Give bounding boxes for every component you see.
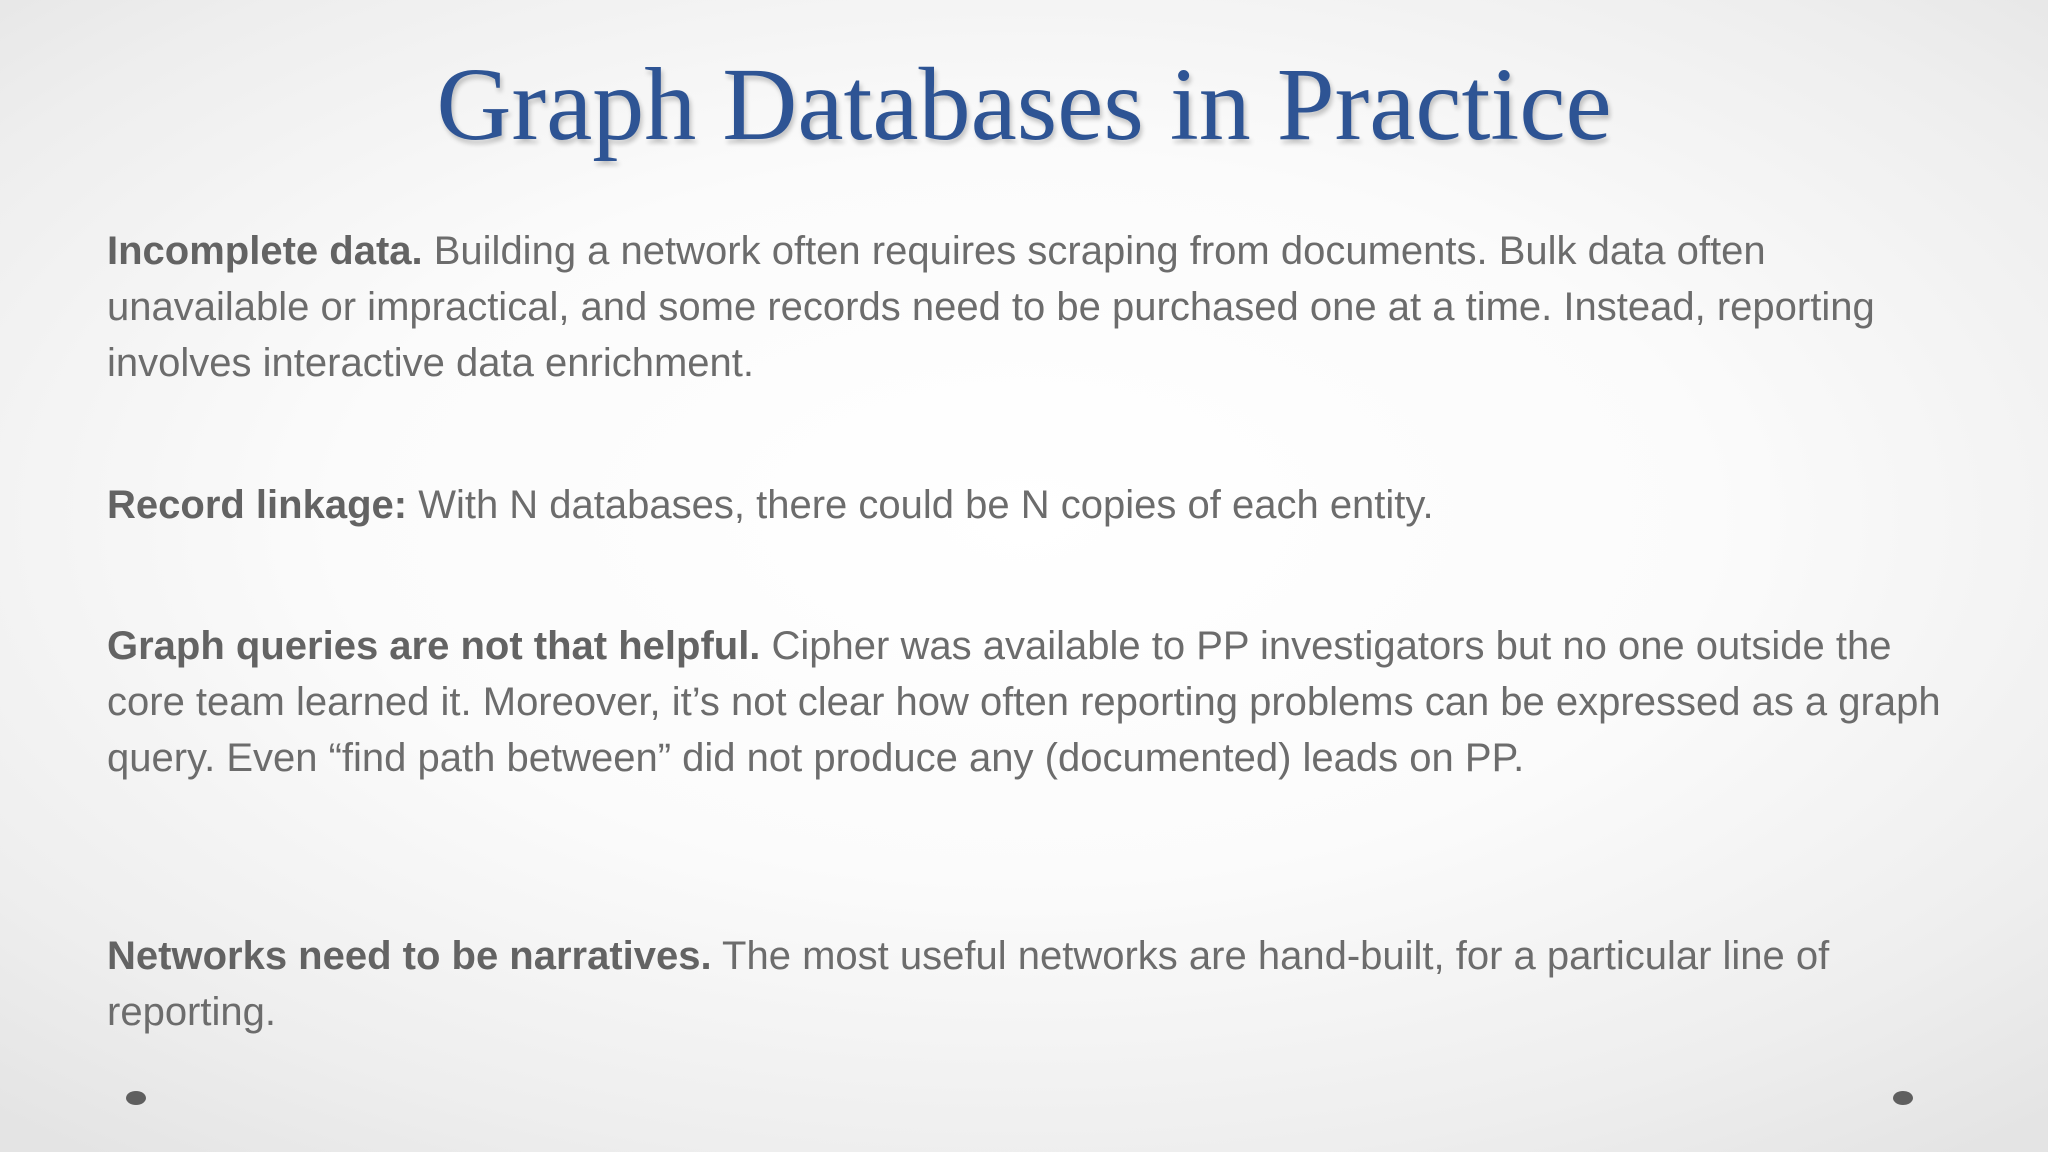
paragraph-networks-narratives bbox=[107, 928, 1967, 1040]
slide-title: Graph Databases in Practice bbox=[436, 47, 1612, 162]
paragraph-graph-queries bbox=[107, 618, 1967, 786]
paragraph-incomplete-data bbox=[107, 223, 1967, 391]
left-dot-icon bbox=[126, 1091, 146, 1105]
paragraph-lead: Incomplete data. bbox=[107, 229, 423, 273]
right-dot-icon bbox=[1893, 1091, 1913, 1105]
paragraph-text: With N databases, there could be N copies of each entity. bbox=[407, 483, 1434, 527]
paragraph-record-linkage bbox=[107, 477, 1967, 533]
paragraph-lead: Record linkage: bbox=[107, 483, 408, 527]
paragraph-text: The most useful networks are hand-built, for a particular line of reporting. bbox=[107, 934, 1830, 1034]
paragraph-lead: Networks need to be narratives. bbox=[107, 934, 712, 978]
paragraph-text: Cipher was available to PP investigators but no one outside the core team learned it. Moreover, it’s not clear how often reporting problems can be expressed as a graph query. Even “find path between” did not produce any (documented) leads on PP. bbox=[107, 624, 1941, 780]
paragraph-text: Building a network often requires scraping from documents. Bulk data often unavailable or impractical, and some records need to be purchased one at a time. Instead, reporting involves interactive data enrichment. bbox=[107, 229, 1875, 385]
paragraph-lead: Graph queries are not that helpful. bbox=[107, 624, 761, 668]
